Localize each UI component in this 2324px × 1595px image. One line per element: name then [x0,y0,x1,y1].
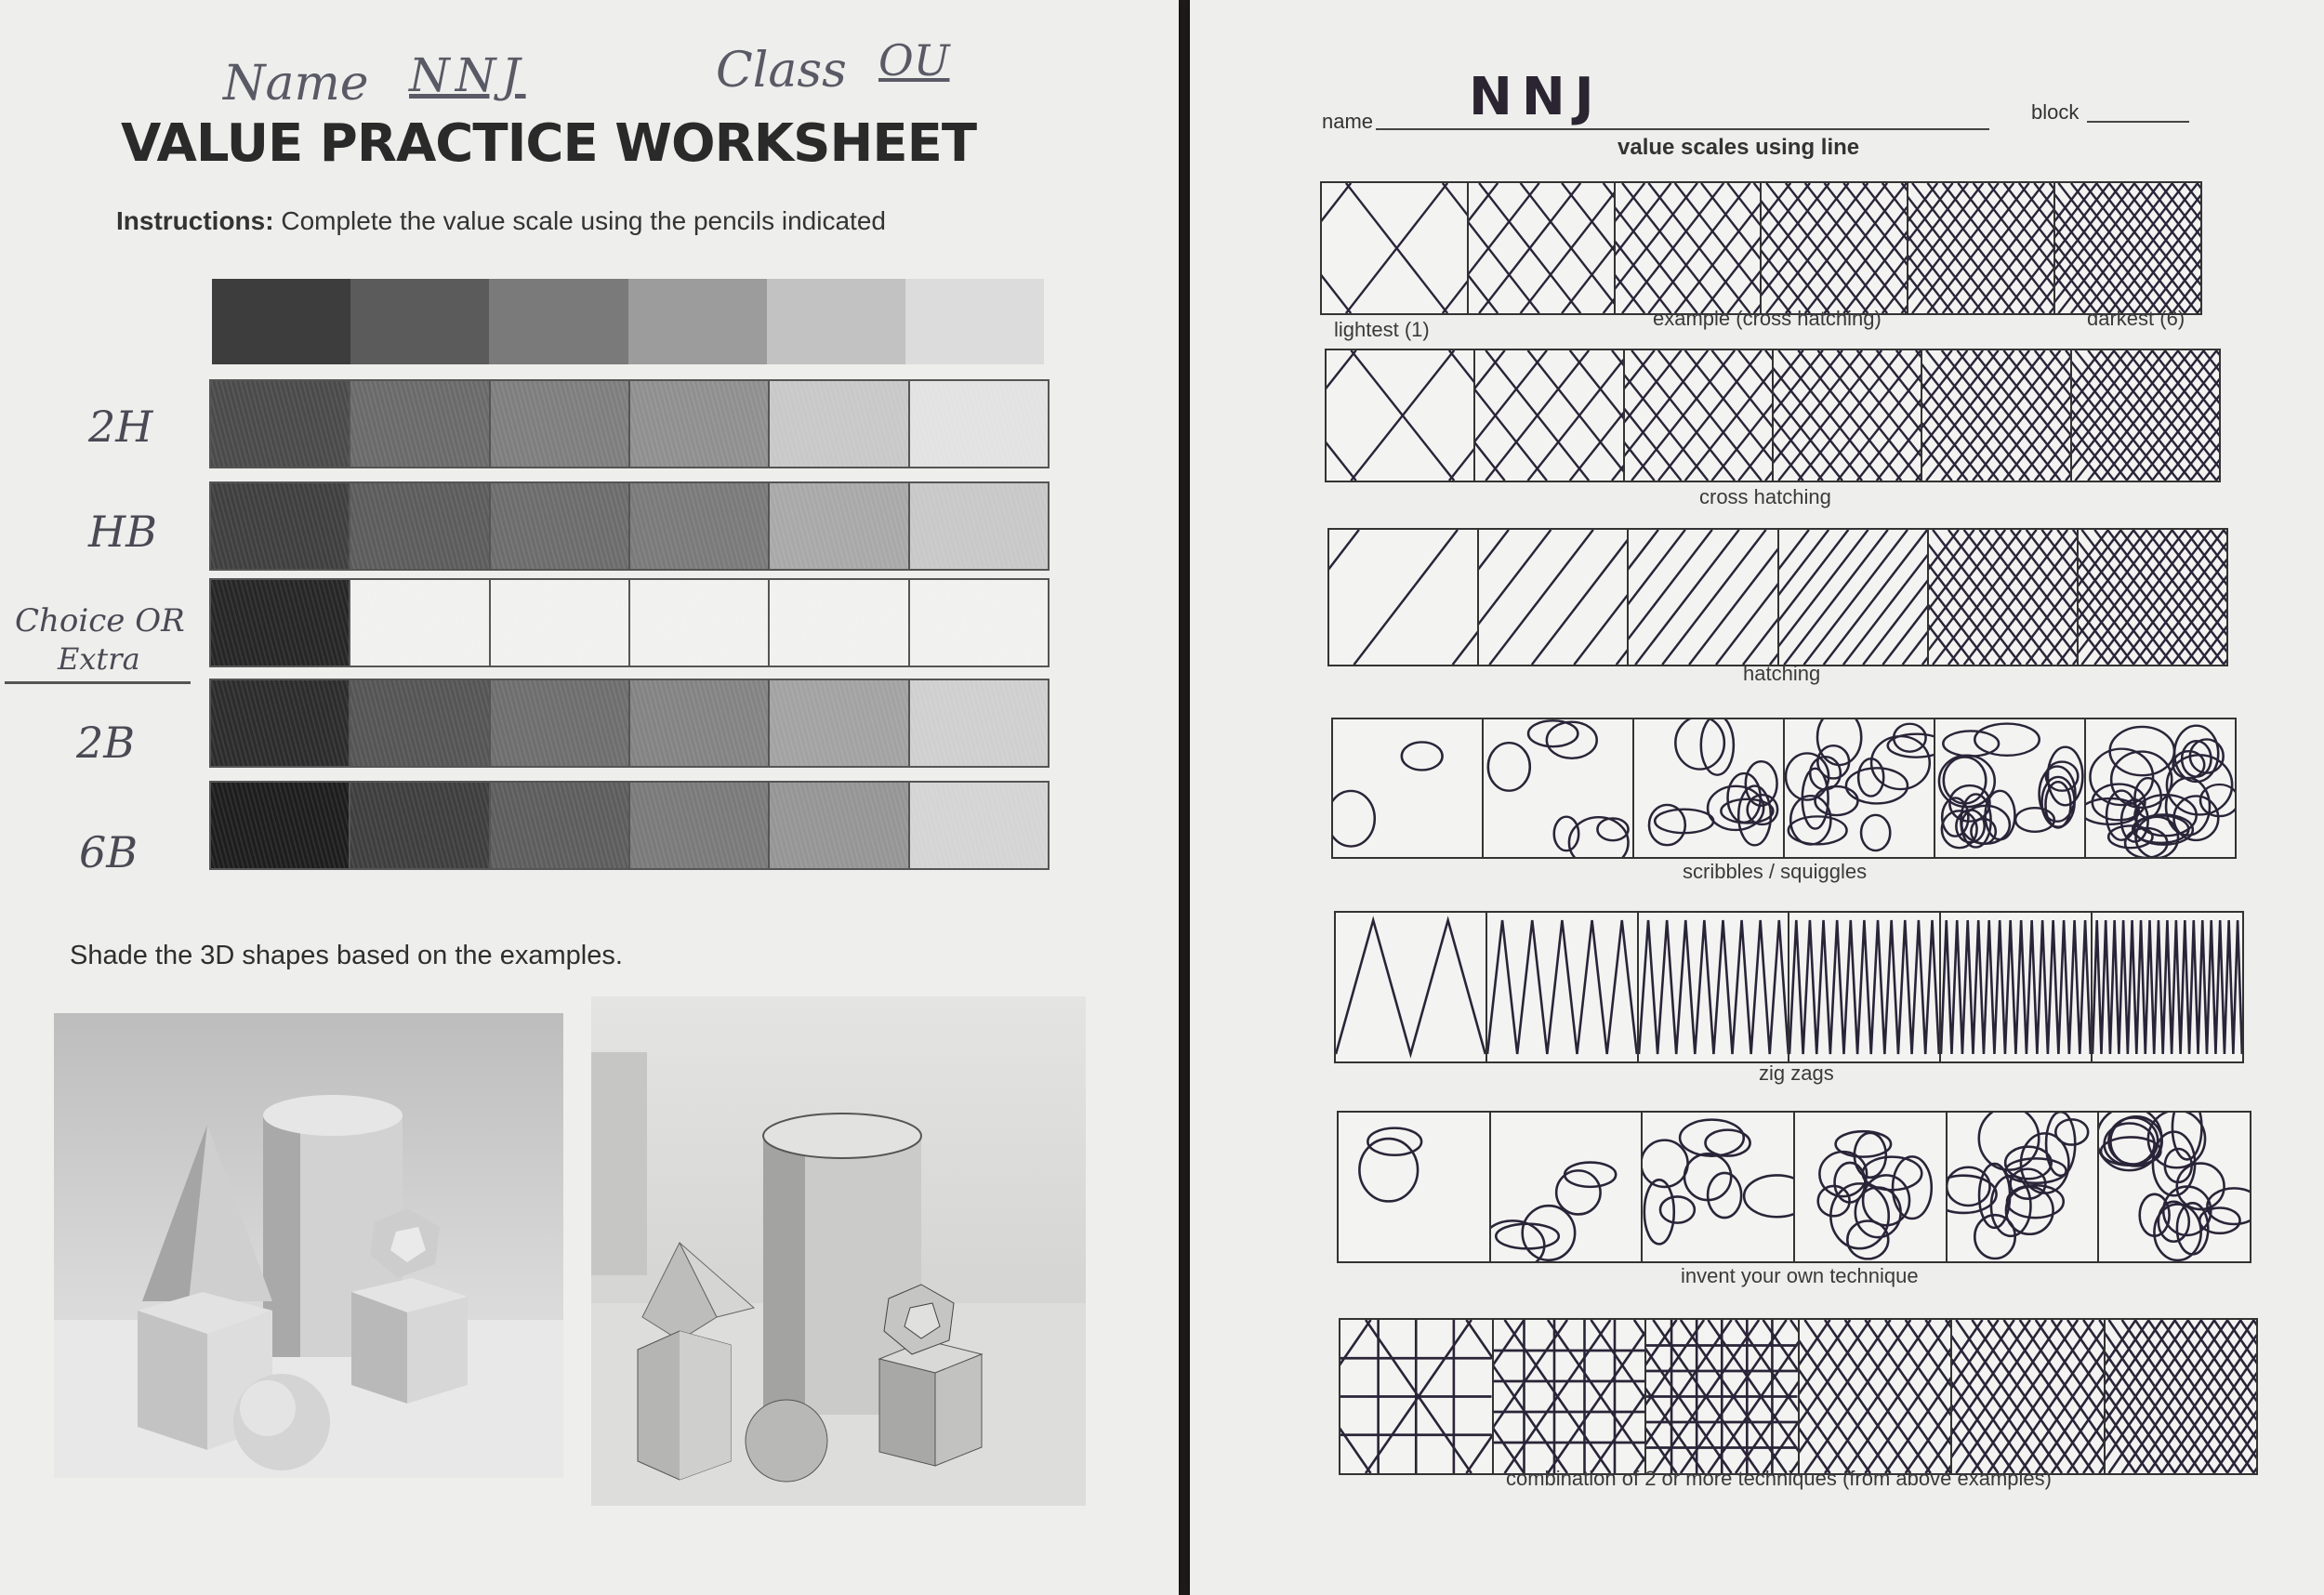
name-label-right: name [1322,110,1374,133]
reference-cell-3 [489,279,627,364]
line-texture [1948,1113,2098,1261]
name-value: NNJ [409,48,526,102]
line-texture [1616,183,1761,313]
value-cell-3 [491,680,630,766]
caption-example: example (cross hatching) [1653,307,1882,330]
line-scale-cell-4 [1800,1320,1953,1473]
scale-zig-zags [1334,911,2244,1063]
row-label-2b: 2B [76,718,136,768]
reference-cell-1 [212,279,350,364]
line-scale-cell-5 [1941,913,2093,1061]
instructions [116,206,886,236]
line-texture [1643,1113,1793,1261]
row-label-6b: 6B [79,827,139,877]
caption-combination: combination of 2 or more techniques (from above examples) [1506,1467,2052,1490]
line-scale-cell-4 [1774,350,1922,481]
worksheet-title: VALUE PRACTICE WORKSHEET [121,113,977,174]
line-texture [1779,530,1927,665]
line-scale-cell-6 [2099,1113,2250,1261]
line-texture [1322,183,1467,313]
caption-cross-hatching: cross hatching [1699,485,1831,508]
block-label: block [2031,100,2080,124]
caption-darkest: darkest (6) [2087,307,2185,330]
line-scale-cell-5 [1908,183,2055,313]
value-scale-2h [209,379,1050,468]
name-value-right: NNJ [1469,67,1604,127]
line-texture [1333,719,1482,857]
line-scale-cell-2 [1484,719,1634,857]
value-cell-3 [491,483,630,569]
reference-cell-6 [905,279,1044,364]
scale-hatching [1327,528,2228,666]
line-texture [2093,913,2242,1061]
line-texture [2106,1320,2257,1473]
right-worksheet [1190,0,2324,1595]
value-cell-6 [910,580,1048,666]
value-cell-1 [211,783,350,868]
line-scale-cell-4 [1762,183,1908,313]
value-cell-4 [630,381,770,467]
line-texture [2079,530,2226,665]
line-scale-cell-3 [1643,1113,1795,1261]
block-line [2087,121,2189,123]
line-scale-cell-6 [2079,530,2226,665]
value-cell-2 [350,580,490,666]
instructions-text: Complete the value scale using the pencils indicated [273,206,886,235]
scale-combination [1339,1318,2258,1475]
line-scale-cell-3 [1634,719,1785,857]
line-texture [1469,183,1614,313]
line-scale-cell-6 [2072,350,2219,481]
line-scale-cell-1 [1333,719,1484,857]
line-scale-cell-5 [1929,530,2079,665]
line-scale-cell-3 [1639,913,1790,1061]
line-scale-cell-3 [1625,350,1774,481]
reference-cell-2 [350,279,489,364]
line-texture [1479,530,1627,665]
line-scale-cell-4 [1779,530,1929,665]
value-scales-heading: value scales using line [1618,135,1860,160]
value-cell-6 [910,783,1048,868]
name-line-right [1376,128,1989,130]
caption-lightest: lightest (1) [1334,318,1430,341]
line-texture [1941,913,2091,1061]
line-texture [1625,350,1772,481]
choice-underline [5,681,191,684]
value-cell-5 [770,680,909,766]
row-label-extra: Extra [58,641,140,677]
line-scale-cell-3 [1646,1320,1800,1473]
value-cell-5 [770,483,909,569]
scale-invent-own [1337,1111,2251,1263]
line-texture [1487,913,1637,1061]
line-texture [1935,719,2084,857]
caption-hatching: hatching [1743,662,1821,685]
line-texture [1629,530,1776,665]
line-texture [1327,350,1473,481]
line-texture [1484,719,1632,857]
line-texture [2072,350,2219,481]
line-scale-cell-5 [1952,1320,2106,1473]
line-texture [1762,183,1907,313]
value-cell-4 [630,680,770,766]
line-texture [1491,1113,1642,1261]
row-label-choice: Choice OR [15,602,185,639]
line-texture [1329,530,1477,665]
value-cell-4 [630,580,770,666]
example-scale [1320,181,2202,315]
line-scale-cell-1 [1327,350,1475,481]
value-scale-2b [209,679,1050,768]
line-scale-cell-1 [1322,183,1469,313]
value-cell-1 [211,483,350,569]
caption-scribbles: scribbles / squiggles [1683,860,1868,883]
reference-cell-5 [767,279,905,364]
reference-cell-4 [628,279,767,364]
line-scale-cell-3 [1616,183,1763,313]
value-cell-5 [770,783,909,868]
line-scale-cell-6 [2106,1320,2257,1473]
line-texture [1494,1320,1645,1473]
name-label: Name [223,56,369,112]
value-cell-2 [350,680,490,766]
value-cell-2 [350,483,490,569]
row-label-hb: HB [88,507,157,557]
value-cell-3 [491,783,630,868]
line-texture [1922,350,2069,481]
line-scale-cell-2 [1491,1113,1644,1261]
value-cell-3 [491,580,630,666]
student-shaded-drawing [591,996,1086,1506]
line-texture [1774,350,1921,481]
line-texture [1639,913,1789,1061]
scale-cross-hatching [1325,349,2221,482]
value-cell-5 [770,381,909,467]
line-scale-cell-6 [2055,183,2200,313]
line-scale-cell-4 [1789,913,1941,1061]
value-cell-1 [211,680,350,766]
line-texture [1646,1320,1798,1473]
value-cell-5 [770,580,909,666]
line-scale-cell-1 [1339,1113,1491,1261]
value-cell-2 [350,783,490,868]
line-scale-cell-4 [1795,1113,1948,1261]
line-texture [1795,1113,1946,1261]
row-label-2h: 2H [88,402,153,452]
line-scale-cell-1 [1329,530,1479,665]
class-value: OU [878,35,950,86]
line-scale-cell-2 [1487,913,1639,1061]
line-scale-cell-6 [2086,719,2235,857]
value-scale-hb [209,481,1050,571]
reference-shapes-image [54,1013,563,1478]
caption-invent-own: invent your own technique [1681,1264,1919,1287]
line-texture [1929,530,2077,665]
line-scale-cell-1 [1336,913,1487,1061]
line-scale-cell-5 [1922,350,2071,481]
value-cell-2 [350,381,490,467]
line-texture [1785,719,1934,857]
value-cell-3 [491,381,630,467]
value-cell-1 [211,381,350,467]
value-cell-4 [630,783,770,868]
line-scale-cell-4 [1785,719,1935,857]
line-scale-cell-2 [1475,350,1624,481]
line-scale-cell-5 [1948,1113,2100,1261]
line-texture [1952,1320,2104,1473]
line-texture [1634,719,1783,857]
value-cell-6 [910,381,1048,467]
scale-scribbles [1331,718,2237,859]
line-scale-cell-1 [1340,1320,1494,1473]
shade-instructions: Shade the 3D shapes based on the examples. [70,941,623,970]
class-label: Class [716,43,847,99]
line-texture [1340,1320,1492,1473]
line-scale-cell-2 [1479,530,1629,665]
value-cell-4 [630,483,770,569]
line-texture [1800,1320,1951,1473]
caption-zig-zags: zig zags [1759,1061,1834,1085]
line-texture [1789,913,1939,1061]
value-cell-1 [211,580,350,666]
line-scale-cell-3 [1629,530,1778,665]
instructions-label: Instructions: [116,206,274,235]
reference-value-scale [212,279,1044,364]
line-texture [2086,719,2235,857]
line-texture [2055,183,2200,313]
value-cell-6 [910,483,1048,569]
line-texture [1339,1113,1489,1261]
line-scale-cell-2 [1469,183,1616,313]
line-texture [2099,1113,2250,1261]
value-scale-6b [209,781,1050,870]
line-scale-cell-5 [1935,719,2086,857]
line-texture [1475,350,1622,481]
value-cell-6 [910,680,1048,766]
line-texture [1336,913,1486,1061]
value-scale-choice [209,578,1050,667]
line-texture [1908,183,2053,313]
line-scale-cell-2 [1494,1320,1647,1473]
line-scale-cell-6 [2093,913,2242,1061]
